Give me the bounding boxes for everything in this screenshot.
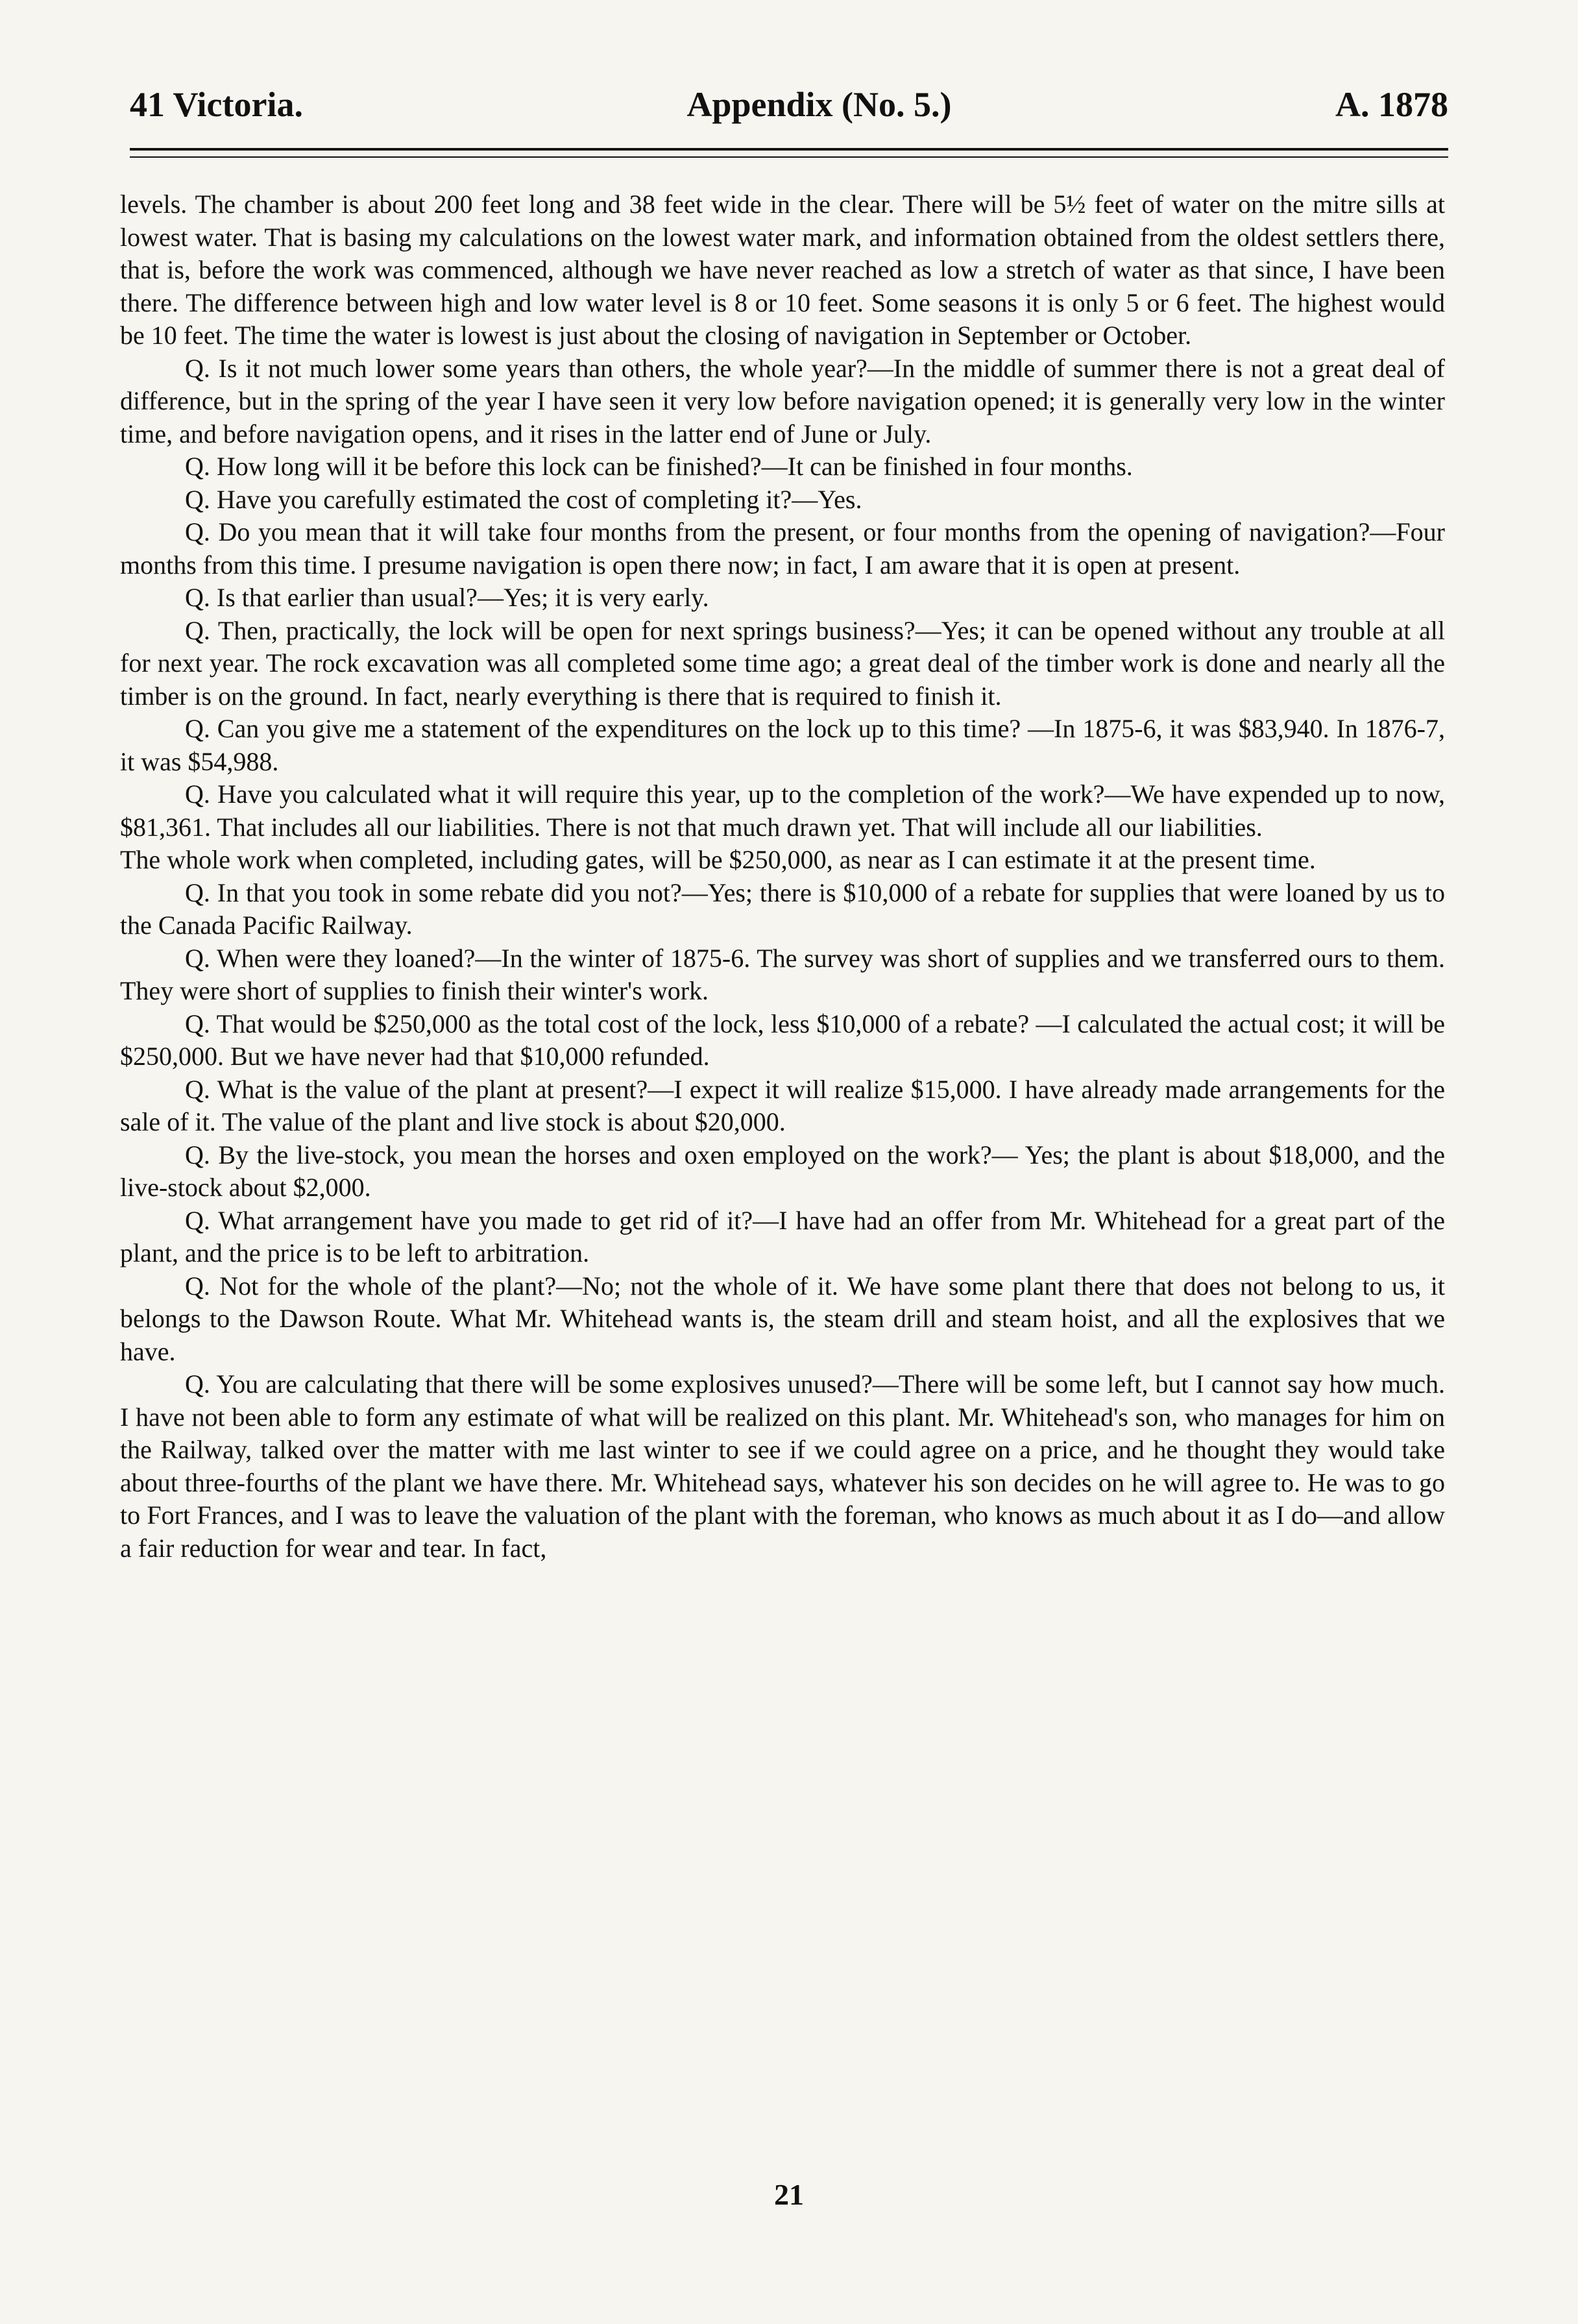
body-text <box>120 188 1445 1565</box>
testimony-paragraph: Q. What arrangement have you made to get rid of it?—I have had an offer from Mr. Whitehead for a great part of the plant, and the price is to be left to arbitration. <box>120 1205 1445 1267</box>
testimony-paragraph: Q. Not for the whole of the plant?—No; not the whole of it. We have some plant there that does not belong to us, it belongs to the Dawson Route. What Mr. Whitehead wants is, the steam drill and steam hoist, and all the explosives that we have. <box>120 1271 1445 1366</box>
testimony-paragraph: Q. Then, practically, the lock will be open for next springs business?—Yes; it can be opened without any trouble at all for next year. The rock excavation was all completed some time ago; a great deal of the timber work is done and nearly all the timber is on the ground. In fact, nearly everything is there that is required to finish it. <box>120 615 1445 711</box>
testimony-paragraph: Q. Can you give me a statement of the expenditures on the lock up to this time? —In 1875-6, it was $83,940. In 1876-7, it was $54,988. <box>120 714 1445 776</box>
page-header <box>130 84 1448 125</box>
testimony-paragraph: Q. Do you mean that it will take four months from the present, or four months from the opening of navigation?—Four months from this time. I presume navigation is open there now; in fact, I am aware that it is open at present. <box>120 517 1445 580</box>
testimony-paragraph: Q. By the live-stock, you mean the horses and oxen employed on the work?— Yes; the plant is about $18,000, and the live-stock about $2,000. <box>120 1140 1445 1202</box>
testimony-paragraph: levels. The chamber is about 200 feet long and 38 feet wide in the clear. There will be 5½ feet of water on the mitre sills at lowest water. That is basing my calculations on the lowest water mark, and information obtained from the oldest settlers there, that is, before the work was commenced, although we have never reached as low a stretch of water as that since, I have been there. The difference between high and low water level is 8 or 10 feet. Some seasons it is only 5 or 6 feet. The highest would be 10 feet. The time the water is lowest is just about the closing of navigation in September or October. <box>120 190 1445 350</box>
testimony-paragraph: Q. When were they loaned?—In the winter of 1875-6. The survey was short of supplies and we transferred ours to them. They were short of supplies to finish their winter's work. <box>120 943 1445 1005</box>
testimony-paragraph: Q. Is that earlier than usual?—Yes; it is very early. <box>185 583 709 612</box>
testimony-paragraph: Q. What is the value of the plant at present?—I expect it will realize $15,000. I have already made arrangements for the sale of it. The value of the plant and live stock is about $20,000. <box>120 1074 1445 1136</box>
testimony-paragraph: Q. In that you took in some rebate did you not?—Yes; there is $10,000 of a rebate for supplies that were loaned by us to the Canada Pacific Railway. <box>120 877 1445 940</box>
header-rule-thick <box>130 148 1448 151</box>
testimony-paragraph: Q. Have you carefully estimated the cost of completing it?—Yes. <box>185 484 862 514</box>
testimony-paragraph: Q. How long will it be before this lock can be finished?—It can be finished in four months. <box>185 452 1133 481</box>
header-session: 41 Victoria. <box>130 85 303 124</box>
testimony-paragraph: Q. Is it not much lower some years than others, the whole year?—In the middle of summer there is not a great deal of difference, but in the spring of the year I have seen it very low before navigation opened; it is generally very low in the winter time, and before navigation opens, and it rises in the latter end of June or July. <box>120 353 1445 448</box>
testimony-paragraph: The whole work when completed, including gates, will be $250,000, as near as I can estimate it at the present time. <box>120 845 1316 874</box>
testimony-paragraph: Q. You are calculating that there will be some explosives unused?—There will be some left, but I cannot say how much. I have not been able to form any estimate of what will be realized on this plant. Mr. Whitehead's son, who manages for him on the Railway, talked over the matter with me last winter to see if we could agree on a price, and he thought they would take about three-fourths of the plant we have there. Mr. Whitehead says, whatever his son decides on he will agree to. He was to go to Fort Frances, and I was to leave the valuation of the plant with the foreman, who knows as much about it as I do—and allow a fair reduction for wear and tear. In fact, <box>120 1369 1445 1563</box>
header-rule-thin <box>130 156 1448 158</box>
header-appendix: Appendix (No. 5.) <box>686 85 952 124</box>
testimony-paragraph: Q. Have you calculated what it will require this year, up to the completion of the work?—We have expended up to now, $81,361. That includes all our liabilities. There is not that much drawn yet. That will include all our liabilities. <box>120 779 1445 842</box>
header-year: A. 1878 <box>1335 85 1448 124</box>
page-number: 21 <box>774 2178 804 2211</box>
testimony-paragraph: Q. That would be $250,000 as the total cost of the lock, less $10,000 of a rebate? —I calculated the actual cost; it will be $250,000. But we have never had that $10,000 refunded. <box>120 1009 1445 1071</box>
header-double-rule <box>130 148 1448 158</box>
